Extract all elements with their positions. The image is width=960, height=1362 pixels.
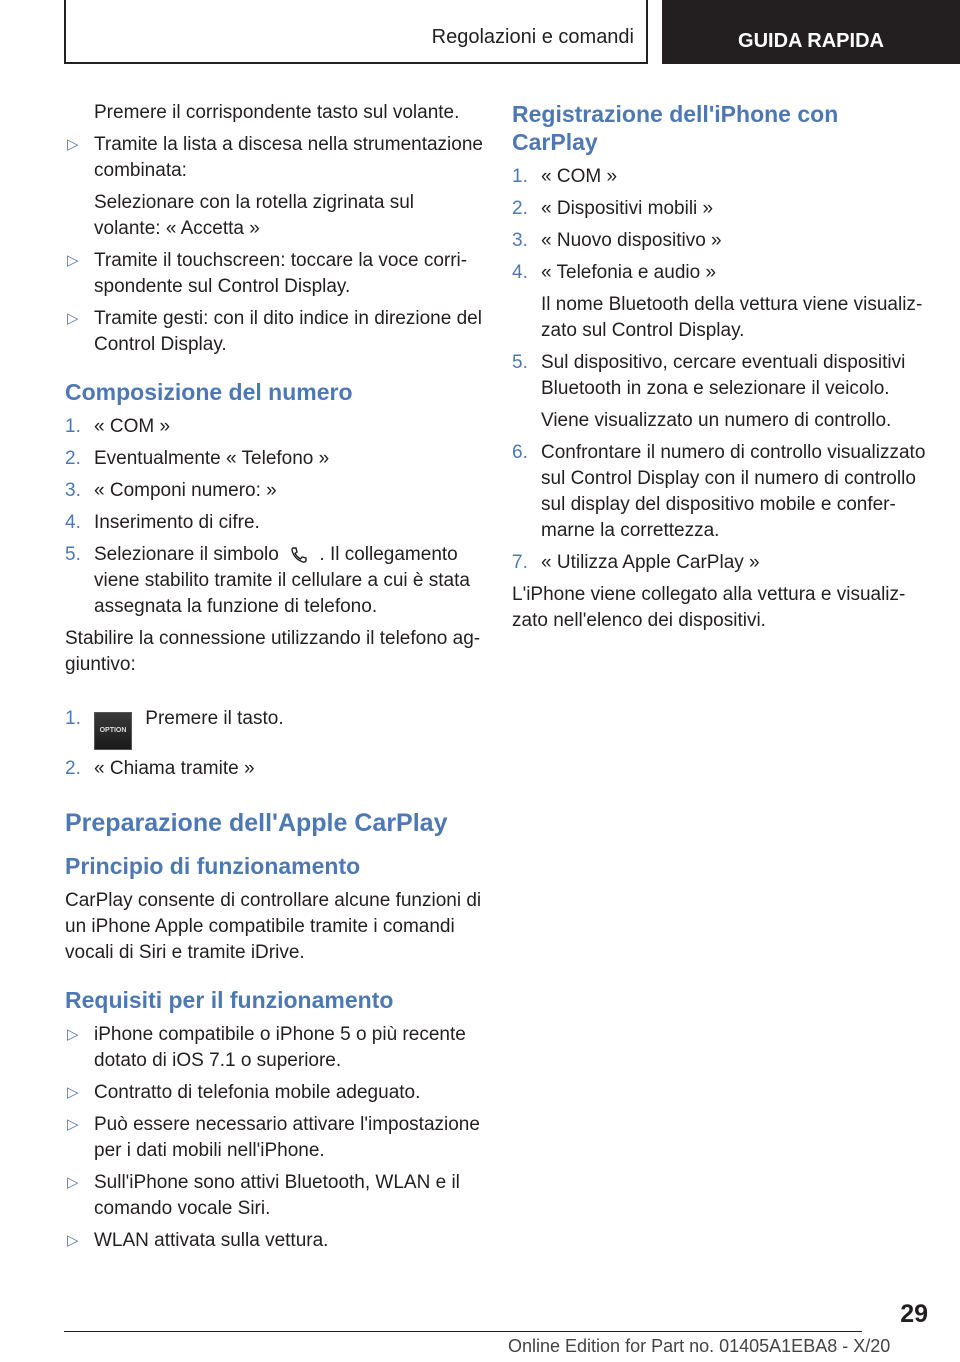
requirement-text: Contratto di telefonia mobile adeguato. [94,1082,421,1103]
requirement-item [65,1228,485,1254]
heading-requirements: Requisiti per il funzionamento [65,987,394,1013]
bullet-text: Tramite il touchscreen: toccare la voce corrispondente sul Control Display. [94,250,468,297]
page-number: 29 [900,1300,928,1328]
step-number: 5. [65,544,81,565]
option-step [65,706,485,750]
step-number: 3. [65,480,81,501]
dial-step [65,414,485,440]
triangle-bullet-icon: ▷ [67,1174,79,1191]
heading-carplay: Preparazione dell'Apple CarPlay [65,809,448,837]
step-number: 6. [512,442,528,463]
step-number: 4. [512,262,528,283]
requirement-item [65,1080,485,1106]
triangle-bullet-icon: ▷ [67,252,79,269]
step-text: Inserimento di cifre. [94,512,260,533]
dial-step [65,510,485,536]
option-button-icon: OPTION [94,712,132,750]
left-column [65,100,485,1260]
step-text: Premere il tasto. [145,708,284,729]
heading-register: Registrazione dell'iPhone con CarPlay [512,101,839,155]
footer-edition: Online Edition for Part no. 01405A1EBA8 - X/20 [508,1336,891,1356]
triangle-bullet-icon: ▷ [67,1116,79,1133]
closing-text: L'iPhone viene collegato alla vettura e visualizzato nell'elenco dei dispositivi. [512,584,906,631]
step-number: 1. [512,166,528,187]
step-number: 2. [65,448,81,469]
bullet-sub: Selezionare con la rotella zigrinata sul volante: « Accetta » [94,192,415,239]
footer-divider [64,1331,862,1332]
intro-line: Premere il corrispondente tasto sul volante. [94,102,460,123]
step-text: « Utilizza Apple CarPlay » [541,552,760,573]
header-tab-label: GUIDA RAPIDA [738,29,884,52]
phone-handset-icon [290,546,308,564]
step-sub: Viene visualizzato un numero di controllo. [541,410,892,431]
bullet-item [65,306,485,358]
register-step [512,228,930,254]
triangle-bullet-icon: ▷ [67,136,79,153]
step-number: 5. [512,352,528,373]
connect-text: Stabilire la connessione utilizzando il telefono aggiuntivo: [65,628,481,675]
register-step [512,164,930,190]
header-section-title: Regolazioni e comandi [431,26,634,48]
step-text-pre: Selezionare il simbolo [94,544,279,565]
step-text: « Dispositivi mobili » [541,198,714,219]
step-text: « Chiama tramite » [94,758,255,779]
step-sub: Il nome Bluetooth della vettura viene visualizzato sul Control Display. [541,294,923,341]
triangle-bullet-icon: ▷ [67,1026,79,1043]
register-step [512,196,930,222]
step-number: 4. [65,512,81,533]
dial-step [65,478,485,504]
step-text: « COM » [541,166,618,187]
requirement-text: Può essere necessario attivare l'impostazione per i dati mobili nell'iPhone. [94,1114,480,1161]
principle-text: CarPlay consente di controllare alcune funzioni di un iPhone Apple compatibile tramite i comandi vocali di Siri e tramite iDrive. [65,890,482,963]
bullet-item [65,248,485,300]
step-text: « Nuovo dispositivo » [541,230,722,251]
step-number: 1. [65,708,81,729]
step-text: « COM » [94,416,171,437]
requirement-text: Sull'iPhone sono attivi Bluetooth, WLAN e il comando vocale Siri. [94,1172,460,1219]
requirement-text: iPhone compatibile o iPhone 5 o più recente dotato di iOS 7.1 o superiore. [94,1024,466,1071]
step-text: Sul dispositivo, cercare eventuali dispositivi Bluetooth in zona e selezionare il veicolo. [541,352,906,399]
step-text: Confrontare il numero di controllo visualizzato sul Control Display con il numero di controllo sul display del dispositivo mobile e confermarne la correttezza. [541,442,926,541]
register-step [512,550,930,576]
requirement-item [65,1112,485,1164]
triangle-bullet-icon: ▷ [67,310,79,327]
heading-dial: Composizione del numero [65,379,353,405]
triangle-bullet-icon: ▷ [67,1084,79,1101]
dial-step [65,446,485,472]
option-step [65,756,485,782]
step-number: 1. [65,416,81,437]
register-step [512,440,930,544]
step-text: « Telefonia e audio » [541,262,717,283]
requirement-item [65,1170,485,1222]
step-text-post: . Il collegamento viene stabilito tramite il cellulare a cui è stata assegnata la funzione di telefono. [94,544,470,617]
bullet-text: Tramite la lista a discesa nella strumentazione combinata: [94,134,483,181]
step-number: 7. [512,552,528,573]
bullet-text: Tramite gesti: con il dito indice in direzione del Control Display. [94,308,482,355]
right-column [512,100,930,640]
register-step [512,260,930,286]
bullet-item [65,132,485,184]
step-number: 2. [65,758,81,779]
step-text: « Componi numero: » [94,480,277,501]
header-tab [662,0,960,64]
requirement-text: WLAN attivata sulla vettura. [94,1230,329,1251]
step-text: Eventualmente « Telefono » [94,448,330,469]
requirement-item [65,1022,485,1074]
triangle-bullet-icon: ▷ [67,1232,79,1249]
heading-principle: Principio di funzionamento [65,853,361,879]
register-step [512,350,930,402]
step-number: 2. [512,198,528,219]
dial-step [65,542,485,620]
step-number: 3. [512,230,528,251]
